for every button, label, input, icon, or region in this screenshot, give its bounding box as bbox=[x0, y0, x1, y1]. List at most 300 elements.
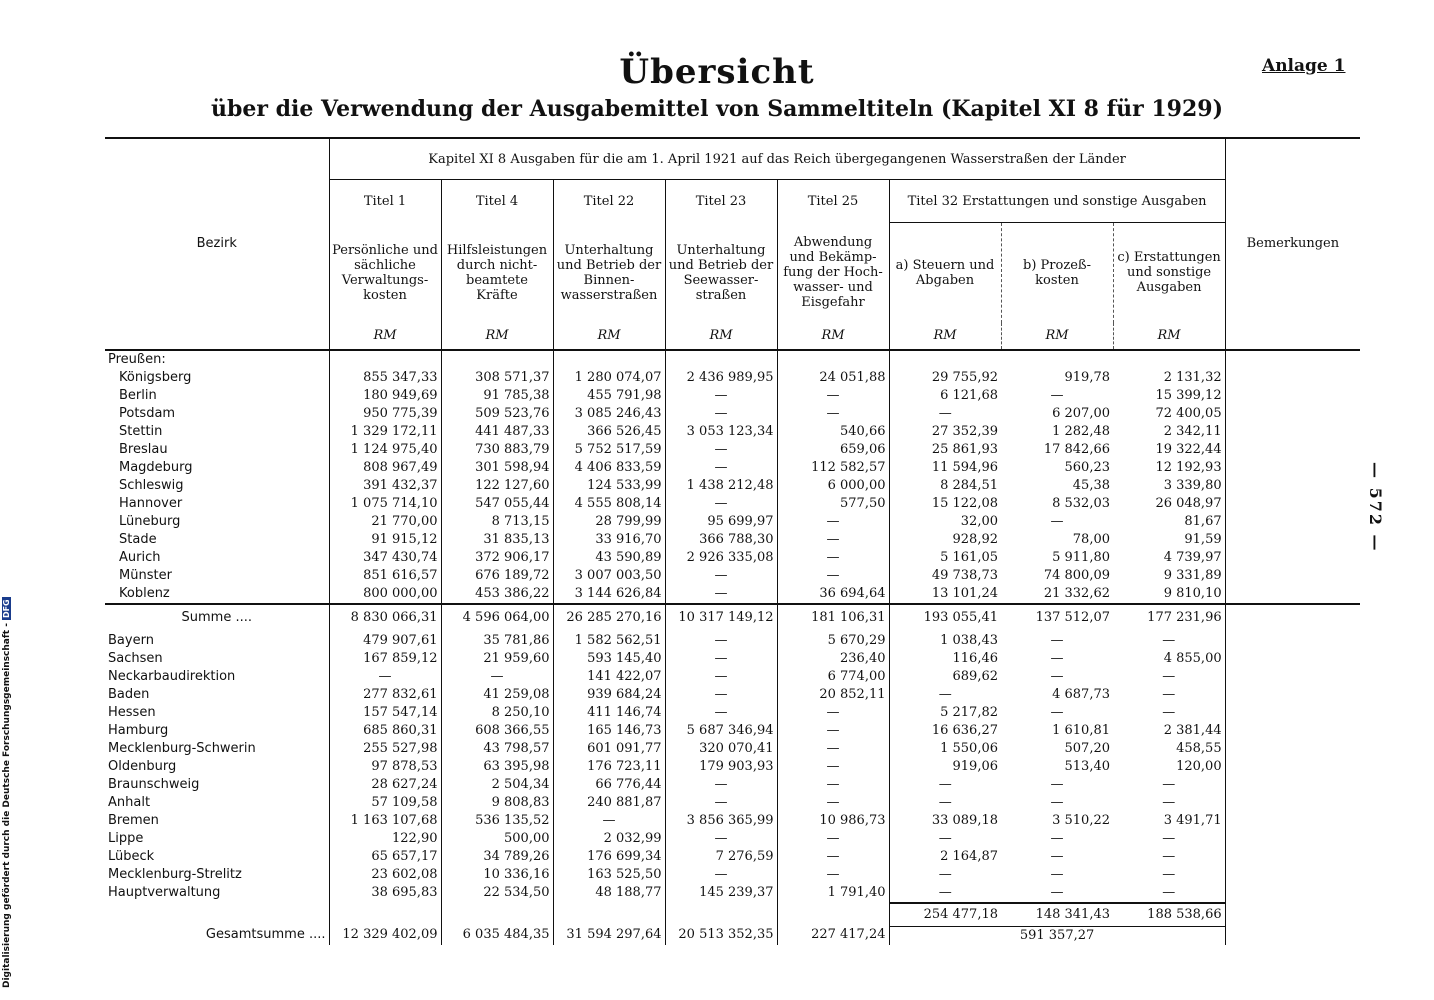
table-cell: — bbox=[777, 567, 889, 585]
table-row bbox=[105, 549, 1360, 567]
bemerkung-cell bbox=[1225, 794, 1360, 812]
table-cell: 33 089,18 bbox=[931, 812, 998, 828]
table-cell: 540,66 bbox=[777, 423, 889, 441]
table-cell: 112 582,57 bbox=[777, 459, 889, 477]
table-cell: — bbox=[777, 549, 889, 567]
table-cell: 236,40 bbox=[777, 650, 889, 668]
table-cell: 26 048,97 bbox=[1113, 495, 1225, 513]
table-cell: — bbox=[665, 776, 777, 794]
table-cell: 2 436 989,95 bbox=[665, 369, 777, 387]
bemerkung-cell bbox=[1225, 650, 1360, 668]
table-cell: 3 007 003,50 bbox=[553, 567, 665, 585]
table-cell: — bbox=[777, 794, 889, 812]
table-cell: — bbox=[553, 812, 665, 830]
bezirk-name: Oldenburg bbox=[105, 758, 329, 776]
table-cell: 2 504,34 bbox=[441, 776, 553, 794]
table-cell: 479 907,61 bbox=[329, 632, 441, 650]
table-cell: 659,06 bbox=[777, 441, 889, 459]
table-cell: — bbox=[1113, 884, 1225, 903]
table-cell: — bbox=[777, 758, 889, 776]
table-cell: 124 533,99 bbox=[553, 477, 665, 495]
header-titel-22: Titel 22 bbox=[553, 180, 665, 223]
page-number: — 572 — bbox=[1366, 462, 1385, 553]
unit-label: RM bbox=[889, 323, 1001, 350]
table-cell: 1 329 172,11 bbox=[329, 423, 441, 441]
table-cell: — bbox=[441, 668, 553, 686]
table-cell: — bbox=[1113, 704, 1225, 722]
digitization-note bbox=[2, 597, 12, 988]
bezirk-name: Bremen bbox=[105, 812, 329, 830]
table-cell: 685 860,31 bbox=[329, 722, 441, 740]
table-cell: 66 776,44 bbox=[553, 776, 665, 794]
table-cell: — bbox=[938, 794, 952, 810]
table-cell: 851 616,57 bbox=[329, 567, 441, 585]
header-bezirk bbox=[105, 138, 329, 350]
table-cell: — bbox=[665, 405, 777, 423]
table-body bbox=[105, 350, 1360, 945]
table-cell: — bbox=[777, 387, 889, 405]
bezirk-name: Königsberg bbox=[105, 369, 329, 387]
table-cell: 372 906,17 bbox=[441, 549, 553, 567]
table-cell: 391 432,37 bbox=[329, 477, 441, 495]
table-cell: 57 109,58 bbox=[329, 794, 441, 812]
table-cell: 577,50 bbox=[777, 495, 889, 513]
table-row bbox=[105, 350, 1360, 369]
bemerkung-cell bbox=[1225, 884, 1360, 903]
table-cell: — bbox=[665, 794, 777, 812]
header-titel-1: Titel 1 bbox=[329, 180, 441, 223]
header-sub-4: Hilfsleistungen durch nicht-beamtete Kräfte bbox=[441, 223, 553, 323]
bezirk-name: Stade bbox=[105, 531, 329, 549]
table-cell: — bbox=[665, 866, 777, 884]
table-cell: 43 590,89 bbox=[553, 549, 665, 567]
table-cell: — bbox=[777, 866, 889, 884]
table-cell: 25 861,93 bbox=[931, 441, 998, 457]
bemerkung-cell bbox=[1225, 812, 1360, 830]
bemerkung-cell bbox=[1225, 369, 1360, 387]
table-cell: 366 526,45 bbox=[553, 423, 665, 441]
table-cell: 91 785,38 bbox=[441, 387, 553, 405]
table-cell: 26 285 270,16 bbox=[553, 604, 665, 632]
table-cell: 10 336,16 bbox=[441, 866, 553, 884]
gesamtsumme-label: Gesamtsumme .... bbox=[105, 926, 329, 945]
bezirk-name: Neckarbaudirektion bbox=[105, 668, 329, 686]
table-cell: 74 800,09 bbox=[1043, 567, 1110, 583]
table-cell bbox=[1113, 350, 1225, 369]
table-cell: 1 791,40 bbox=[777, 884, 889, 903]
bezirk-name: Braunschweig bbox=[105, 776, 329, 794]
table-cell: 63 395,98 bbox=[441, 758, 553, 776]
table-cell: — bbox=[938, 866, 952, 882]
bezirk-name: Berlin bbox=[105, 387, 329, 405]
table-cell: 1 280 074,07 bbox=[553, 369, 665, 387]
table-cell: — bbox=[665, 704, 777, 722]
bezirk-name: Mecklenburg-Schwerin bbox=[105, 740, 329, 758]
table-cell: 5 670,29 bbox=[777, 632, 889, 650]
table-cell: — bbox=[1050, 650, 1064, 666]
table-cell: — bbox=[938, 776, 952, 792]
table-cell: 6 035 484,35 bbox=[441, 926, 553, 945]
unit-label: RM bbox=[665, 323, 777, 350]
bemerkung-cell bbox=[1225, 632, 1360, 650]
header-bezirk-label: Bezirk bbox=[196, 236, 237, 252]
table-cell: 8 284,51 bbox=[940, 477, 998, 493]
table-cell: — bbox=[777, 513, 889, 531]
table-cell: 31 594 297,64 bbox=[553, 926, 665, 945]
bezirk-name: Schleswig bbox=[105, 477, 329, 495]
table-cell bbox=[441, 350, 553, 369]
table-cell: 22 534,50 bbox=[441, 884, 553, 903]
table-cell: — bbox=[1050, 830, 1064, 846]
dfg-logo: DFG bbox=[2, 599, 11, 619]
table-cell: 1 610,81 bbox=[1052, 722, 1110, 738]
table-row bbox=[105, 794, 1360, 812]
table-cell: — bbox=[1050, 387, 1064, 403]
table-cell: 24 051,88 bbox=[777, 369, 889, 387]
header-titel-4: Titel 4 bbox=[441, 180, 553, 223]
table-cell: — bbox=[665, 585, 777, 604]
table-cell: 2 164,87 bbox=[940, 848, 998, 864]
table-row bbox=[105, 477, 1360, 495]
table-cell: 17 842,66 bbox=[1043, 441, 1110, 457]
bemerkung-cell bbox=[1225, 903, 1360, 927]
table-cell: — bbox=[1050, 776, 1064, 792]
table-cell: 5 752 517,59 bbox=[553, 441, 665, 459]
bemerkung-cell bbox=[1225, 387, 1360, 405]
header-titel-32: Titel 32 Erstattungen und sonstige Ausgaben bbox=[889, 180, 1225, 223]
table-cell: — bbox=[777, 405, 889, 423]
table-cell: 1 282,48 bbox=[1052, 423, 1110, 439]
table-cell: 23 602,08 bbox=[329, 866, 441, 884]
table-cell: 6 774,00 bbox=[777, 668, 889, 686]
table-row bbox=[105, 441, 1360, 459]
bemerkung-cell bbox=[1225, 441, 1360, 459]
table-cell: 6 207,00 bbox=[1052, 405, 1110, 421]
table-cell: 91 915,12 bbox=[329, 531, 441, 549]
table-cell: 165 146,73 bbox=[553, 722, 665, 740]
table-cell: — bbox=[777, 722, 889, 740]
table-cell: — bbox=[665, 650, 777, 668]
table-cell: — bbox=[665, 632, 777, 650]
table-cell bbox=[665, 903, 777, 927]
table-cell: 366 788,30 bbox=[665, 531, 777, 549]
table-cell: 560,23 bbox=[1064, 459, 1110, 475]
table-row bbox=[105, 513, 1360, 531]
bezirk-name: Aurich bbox=[105, 549, 329, 567]
table-cell: 8 250,10 bbox=[441, 704, 553, 722]
table-cell: — bbox=[1113, 632, 1225, 650]
table-cell: 122,90 bbox=[329, 830, 441, 848]
table-cell: — bbox=[665, 441, 777, 459]
table-cell: 45,38 bbox=[1072, 477, 1110, 493]
header-sub-32b: b) Prozeß-kosten bbox=[1001, 223, 1113, 323]
expenditure-table bbox=[105, 137, 1360, 945]
bemerkung-cell bbox=[1225, 704, 1360, 722]
table-cell: 1 038,43 bbox=[940, 632, 998, 648]
table-cell: 120,00 bbox=[1113, 758, 1225, 776]
table-cell: — bbox=[777, 848, 889, 866]
page-subtitle: über die Verwendung der Ausgabemittel von Sammeltiteln (Kapitel XI 8 für 1929) bbox=[211, 96, 1223, 122]
table-cell: 21 770,00 bbox=[329, 513, 441, 531]
table-cell: 97 878,53 bbox=[329, 758, 441, 776]
table-cell: 20 513 352,35 bbox=[665, 926, 777, 945]
table-cell: 157 547,14 bbox=[329, 704, 441, 722]
unit-label: RM bbox=[1001, 323, 1113, 350]
table-cell: 4 596 064,00 bbox=[441, 604, 553, 632]
unit-label: RM bbox=[777, 323, 889, 350]
table-row bbox=[105, 585, 1360, 604]
table-cell: 35 781,86 bbox=[441, 632, 553, 650]
table-cell: 689,62 bbox=[952, 668, 998, 684]
table-cell: 308 571,37 bbox=[441, 369, 553, 387]
table-cell: 163 525,50 bbox=[553, 866, 665, 884]
table-row bbox=[105, 531, 1360, 549]
table-cell: 34 789,26 bbox=[441, 848, 553, 866]
table-cell: 950 775,39 bbox=[329, 405, 441, 423]
bezirk-name: Lübeck bbox=[105, 848, 329, 866]
table-cell: 13 101,24 bbox=[931, 585, 998, 601]
table-row bbox=[105, 405, 1360, 423]
table-cell: 9 331,89 bbox=[1113, 567, 1225, 585]
table-cell: 48 188,77 bbox=[553, 884, 665, 903]
table-row bbox=[105, 459, 1360, 477]
header-sub-25: Abwendung und Bekämp-fung der Hoch-wasser- und Eisgefahr bbox=[777, 223, 889, 323]
bemerkung-cell bbox=[1225, 866, 1360, 884]
bezirk-name: Anhalt bbox=[105, 794, 329, 812]
table-row bbox=[105, 884, 1360, 903]
table-cell: 808 967,49 bbox=[329, 459, 441, 477]
titel32-subtotal: 188 538,66 bbox=[1113, 903, 1225, 927]
table-cell: 411 146,74 bbox=[553, 704, 665, 722]
table-row bbox=[105, 495, 1360, 513]
table-row bbox=[105, 848, 1360, 866]
header-titel-23: Titel 23 bbox=[665, 180, 777, 223]
table-cell bbox=[553, 903, 665, 927]
table-cell bbox=[1001, 350, 1113, 369]
table-cell: 4 855,00 bbox=[1113, 650, 1225, 668]
table-cell: 507,20 bbox=[1064, 740, 1110, 756]
table-cell: 81,67 bbox=[1113, 513, 1225, 531]
table-cell: 608 366,55 bbox=[441, 722, 553, 740]
table-cell: — bbox=[665, 387, 777, 405]
bemerkung-cell bbox=[1225, 495, 1360, 513]
table-cell: 2 381,44 bbox=[1113, 722, 1225, 740]
table-cell: 676 189,72 bbox=[441, 567, 553, 585]
table-cell: 12 329 402,09 bbox=[329, 926, 441, 945]
table-cell: 240 881,87 bbox=[553, 794, 665, 812]
table-row bbox=[105, 812, 1360, 830]
table-cell: — bbox=[777, 704, 889, 722]
summe-label: Summe .... bbox=[105, 604, 329, 632]
table-cell bbox=[665, 350, 777, 369]
table-cell: 3 856 365,99 bbox=[665, 812, 777, 830]
table-cell: 320 070,41 bbox=[665, 740, 777, 758]
bezirk-name: Hauptverwaltung bbox=[105, 884, 329, 903]
bemerkung-cell bbox=[1225, 758, 1360, 776]
table-cell: 10 986,73 bbox=[777, 812, 889, 830]
table-cell: 2 032,99 bbox=[553, 830, 665, 848]
table-cell: 41 259,08 bbox=[441, 686, 553, 704]
table-cell: 730 883,79 bbox=[441, 441, 553, 459]
table-cell: 1 550,06 bbox=[940, 740, 998, 756]
titel32-total: 591 357,27 bbox=[889, 926, 1225, 945]
table-cell: 3 053 123,34 bbox=[665, 423, 777, 441]
table-cell: 137 512,07 bbox=[1001, 604, 1113, 632]
table-cell: — bbox=[1050, 632, 1064, 648]
table-cell: 180 949,69 bbox=[329, 387, 441, 405]
table-cell: 8 532,03 bbox=[1052, 495, 1110, 511]
table-cell: 21 959,60 bbox=[441, 650, 553, 668]
table-cell: 301 598,94 bbox=[441, 459, 553, 477]
bemerkung-cell bbox=[1225, 830, 1360, 848]
header-sub-22: Unterhaltung und Betrieb der Binnen-wasserstraßen bbox=[553, 223, 665, 323]
bemerkung-cell bbox=[1225, 848, 1360, 866]
header-kapitel: Kapitel XI 8 Ausgaben für die am 1. April 1921 auf das Reich übergegangenen Wasserstraßen der Länder bbox=[329, 138, 1225, 180]
table-cell: — bbox=[1050, 866, 1064, 882]
bezirk-name: Münster bbox=[105, 567, 329, 585]
header-sub-1: Persönliche und sächliche Verwaltungs-kosten bbox=[329, 223, 441, 323]
table-cell: 255 527,98 bbox=[329, 740, 441, 758]
table-row bbox=[105, 704, 1360, 722]
unit-label: RM bbox=[553, 323, 665, 350]
table-cell: — bbox=[1050, 704, 1064, 720]
table-cell: — bbox=[665, 830, 777, 848]
table-cell: 4 406 833,59 bbox=[553, 459, 665, 477]
table-row bbox=[105, 830, 1360, 848]
table-cell: 27 352,39 bbox=[931, 423, 998, 439]
table-cell: 78,00 bbox=[1072, 531, 1110, 547]
table-cell: 5 161,05 bbox=[940, 549, 998, 565]
table-cell: — bbox=[938, 405, 952, 421]
table-cell bbox=[329, 350, 441, 369]
table-cell: — bbox=[1113, 776, 1225, 794]
table-cell: 15 122,08 bbox=[931, 495, 998, 511]
table-cell: 9 808,83 bbox=[441, 794, 553, 812]
table-cell bbox=[553, 350, 665, 369]
table-cell: 91,59 bbox=[1113, 531, 1225, 549]
table-cell: 939 684,24 bbox=[553, 686, 665, 704]
table-cell: 536 135,52 bbox=[441, 812, 553, 830]
table-cell: — bbox=[665, 567, 777, 585]
bemerkung-cell bbox=[1225, 549, 1360, 567]
bezirk-name: Potsdam bbox=[105, 405, 329, 423]
bemerkung-cell bbox=[1225, 513, 1360, 531]
table-row bbox=[105, 758, 1360, 776]
table-cell: 19 322,44 bbox=[1113, 441, 1225, 459]
table-row bbox=[105, 423, 1360, 441]
table-cell: — bbox=[1113, 686, 1225, 704]
bemerkung-cell bbox=[1225, 405, 1360, 423]
region-group-label: Preußen: bbox=[105, 350, 329, 369]
table-cell: 122 127,60 bbox=[441, 477, 553, 495]
page-title: Übersicht bbox=[619, 52, 815, 92]
table-row bbox=[105, 668, 1360, 686]
bezirk-name: Breslau bbox=[105, 441, 329, 459]
table-cell: — bbox=[1113, 668, 1225, 686]
table-cell: 547 055,44 bbox=[441, 495, 553, 513]
table-cell: 177 231,96 bbox=[1113, 604, 1225, 632]
bemerkung-cell bbox=[1225, 926, 1360, 945]
table-cell: 179 903,93 bbox=[665, 758, 777, 776]
table-cell: 5 217,82 bbox=[940, 704, 998, 720]
table-cell: 1 438 212,48 bbox=[665, 477, 777, 495]
table-cell: 855 347,33 bbox=[329, 369, 441, 387]
table-cell: — bbox=[938, 884, 952, 900]
table-cell: 6 000,00 bbox=[777, 477, 889, 495]
bezirk-name: Lippe bbox=[105, 830, 329, 848]
table-cell: 167 859,12 bbox=[329, 650, 441, 668]
table-cell: — bbox=[938, 830, 952, 846]
table-cell: 49 738,73 bbox=[931, 567, 998, 583]
table-cell: 145 239,37 bbox=[665, 884, 777, 903]
table-cell: 193 055,41 bbox=[889, 604, 1001, 632]
bezirk-name: Hamburg bbox=[105, 722, 329, 740]
table-cell: — bbox=[777, 830, 889, 848]
bemerkung-cell bbox=[1225, 740, 1360, 758]
table-cell: 3 491,71 bbox=[1113, 812, 1225, 830]
table-cell: — bbox=[1113, 794, 1225, 812]
table-cell: 15 399,12 bbox=[1113, 387, 1225, 405]
bemerkung-cell bbox=[1225, 531, 1360, 549]
table-cell: 500,00 bbox=[441, 830, 553, 848]
table-cell: 453 386,22 bbox=[441, 585, 553, 604]
bemerkung-cell bbox=[1225, 686, 1360, 704]
table-cell: 455 791,98 bbox=[553, 387, 665, 405]
table-cell: 6 121,68 bbox=[940, 387, 998, 403]
table-cell: — bbox=[665, 686, 777, 704]
table-cell: 2 926 335,08 bbox=[665, 549, 777, 567]
table-cell: — bbox=[665, 668, 777, 686]
table-row bbox=[105, 740, 1360, 758]
table-cell: 11 594,96 bbox=[931, 459, 998, 475]
table-cell: 1 582 562,51 bbox=[553, 632, 665, 650]
table-cell bbox=[777, 903, 889, 927]
bezirk-name: Stettin bbox=[105, 423, 329, 441]
table-cell: 95 699,97 bbox=[665, 513, 777, 531]
table-cell: 36 694,64 bbox=[777, 585, 889, 604]
table-cell: 28 799,99 bbox=[553, 513, 665, 531]
table-cell: 31 835,13 bbox=[441, 531, 553, 549]
table-cell: 116,46 bbox=[952, 650, 998, 666]
table-cell: 176 723,11 bbox=[553, 758, 665, 776]
table-row bbox=[105, 632, 1360, 650]
titel32-subtotal-row bbox=[105, 903, 1360, 927]
table-cell: 16 636,27 bbox=[931, 722, 998, 738]
table-cell: 10 317 149,12 bbox=[665, 604, 777, 632]
table-row bbox=[105, 866, 1360, 884]
digitization-note-text: Digitalisierung gefördert durch die Deutsche Forschungsgemeinschaft - bbox=[2, 623, 12, 988]
table-cell: 509 523,76 bbox=[441, 405, 553, 423]
table-cell: 38 695,83 bbox=[329, 884, 441, 903]
table-cell: 2 342,11 bbox=[1113, 423, 1225, 441]
unit-label: RM bbox=[441, 323, 553, 350]
table-row bbox=[105, 387, 1360, 405]
table-cell: 277 832,61 bbox=[329, 686, 441, 704]
bezirk-name: Mecklenburg-Strelitz bbox=[105, 866, 329, 884]
header-sub-32a: a) Steuern und Abgaben bbox=[895, 257, 995, 288]
table-cell: — bbox=[777, 740, 889, 758]
bezirk-name: Lüneburg bbox=[105, 513, 329, 531]
bemerkung-cell bbox=[1225, 585, 1360, 604]
table-cell: 1 163 107,68 bbox=[329, 812, 441, 830]
table-cell: — bbox=[665, 495, 777, 513]
table-cell: — bbox=[1050, 848, 1064, 864]
table-cell: 3 085 246,43 bbox=[553, 405, 665, 423]
table-cell: 4 687,73 bbox=[1052, 686, 1110, 702]
bezirk-name: Magdeburg bbox=[105, 459, 329, 477]
bezirk-name: Hessen bbox=[105, 704, 329, 722]
table-cell: 9 810,10 bbox=[1113, 585, 1225, 604]
